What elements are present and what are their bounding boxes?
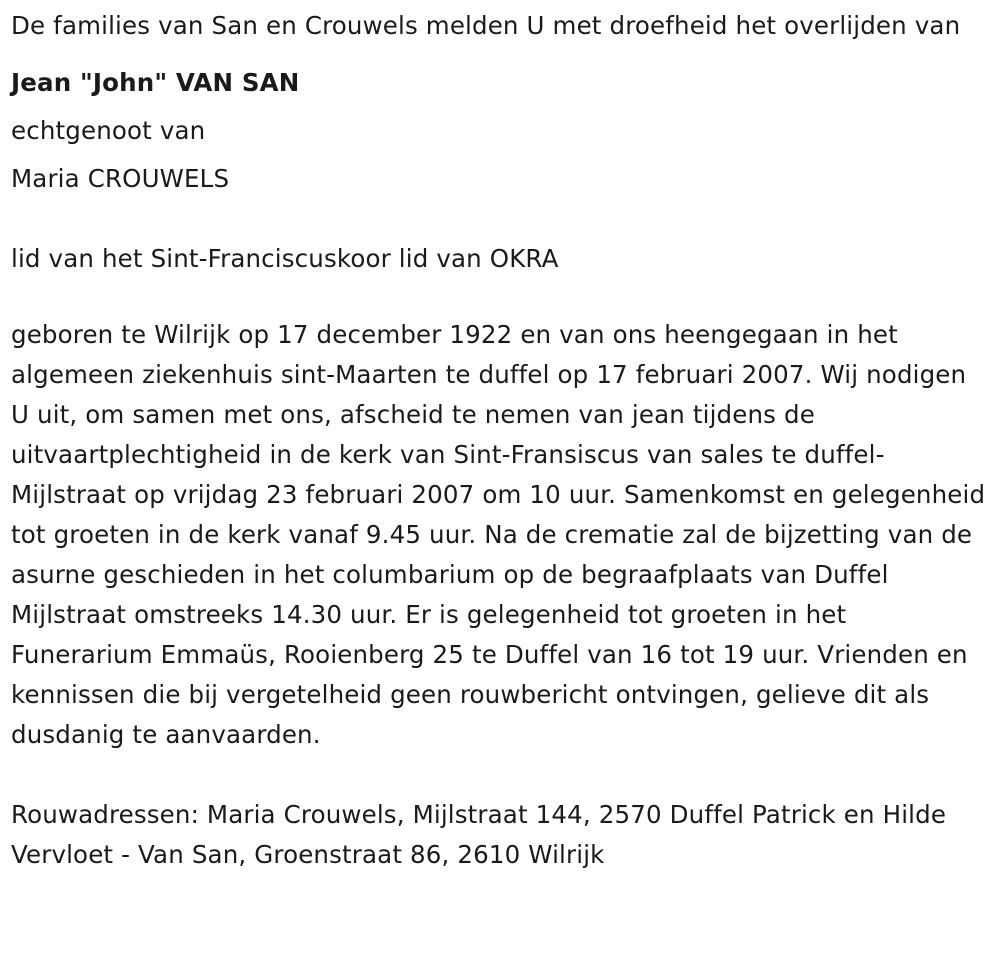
relation-text: echtgenoot van bbox=[11, 116, 206, 145]
condolence-addresses: Rouwadressen: Maria Crouwels, Mijlstraat 144, 2570 Duffel Patrick en Hilde Vervloet - Van San, Groenstraat 86, 2610 Wilrijk bbox=[11, 800, 947, 869]
membership-text: lid van het Sint-Franciscuskoor lid van OKRA bbox=[11, 244, 559, 273]
intro-text: De families van San en Crouwels melden U met droefheid het overlijden van bbox=[11, 11, 961, 40]
deceased-name: Jean "John" VAN SAN bbox=[11, 68, 300, 97]
funeral-details: geboren te Wilrijk op 17 december 1922 en van ons heengegaan in het algemeen ziekenhuis sint-Maarten te duffel op 17 februari 2007. Wij nodigen U uit, om samen met ons, afscheid te nemen van jean tijdens de uitvaartplechtigheid in de kerk van Sint-Fransiscus van sales te duffel-Mijlstraat op vrijdag 23 februari 2007 om 10 uur. Samenkomst en gelegenheid tot groeten in de kerk vanaf 9.45 uur. Na de crematie zal de bijzetting van de asurne geschieden in het columbarium op de begraafplaats van Duffel Mijlstraat omstreeks 14.30 uur. Er is gelegenheid tot groeten in het Funerarium Emmaüs, Rooienberg 25 te Duffel van 16 tot 19 uur. Vrienden en kennissen die bij vergetelheid geen rouwbericht ontvingen, gelieve dit als dusdanig te aanvaarden. bbox=[11, 320, 986, 749]
spouse-name: Maria CROUWELS bbox=[11, 164, 230, 193]
